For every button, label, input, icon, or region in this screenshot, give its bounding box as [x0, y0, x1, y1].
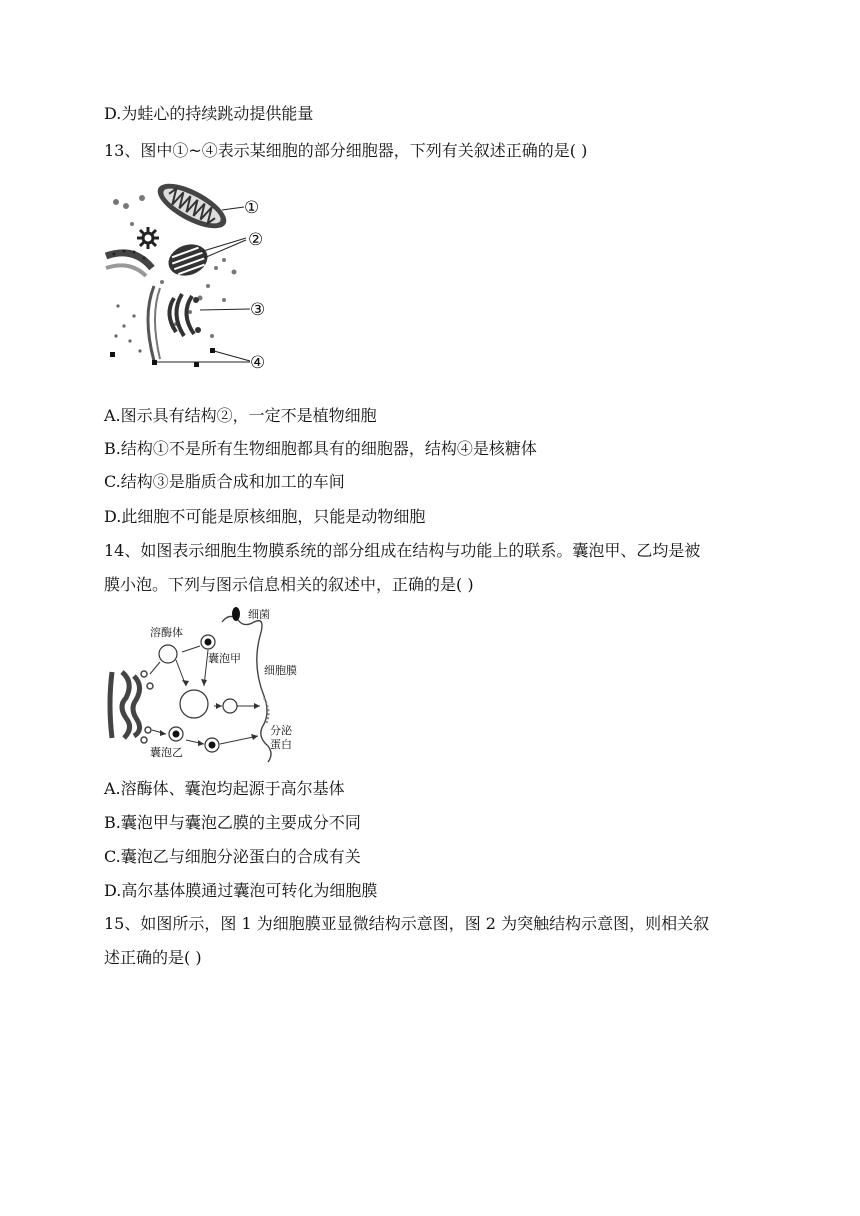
q15-stem-line-1: 15、如图所示，图 1 为细胞膜亚显微结构示意图，图 2 为突触结构示意图，则相关叙	[104, 914, 710, 933]
q13-option-b: B.结构①不是所有生物细胞都具有的细胞器，结构④是核糖体	[104, 439, 537, 458]
q14-stem-line-2: 膜小泡。下列与图示信息相关的叙述中，正确的是( )	[104, 575, 474, 594]
label-2: ②	[248, 230, 264, 250]
label-lysosome: 溶酶体	[150, 626, 183, 639]
label-cell-membrane: 细胞膜	[264, 664, 297, 677]
q15-stem-line-2: 述正确的是( )	[104, 948, 202, 967]
q12-option-d: D.为蛙心的持续跳动提供能量	[104, 104, 314, 123]
q14-option-a: A.溶酶体、囊泡均起源于高尔基体	[104, 779, 345, 798]
label-secreted-protein-1: 分泌	[270, 724, 292, 737]
q13-option-c: C.结构③是脂质合成和加工的车间	[104, 472, 345, 491]
label-3: ③	[250, 300, 266, 320]
q14-membrane-figure	[104, 606, 314, 766]
q13-option-d: D.此细胞不可能是原核细胞，只能是动物细胞	[104, 507, 426, 526]
label-1: ①	[244, 198, 260, 218]
q13-option-a: A.图示具有结构②，一定不是植物细胞	[104, 406, 377, 425]
q13-stem: 13、图中①~④表示某细胞的部分细胞器，下列有关叙述正确的是( )	[104, 141, 588, 160]
label-vesicle-b: 囊泡乙	[150, 746, 183, 759]
q13-organelle-figure	[104, 176, 274, 376]
q14-option-d: D.高尔基体膜通过囊泡可转化为细胞膜	[104, 881, 378, 900]
label-4: ④	[250, 353, 266, 373]
label-secreted-protein-2: 蛋白	[270, 738, 292, 751]
q14-stem-line-1: 14、如图表示细胞生物膜系统的部分组成在结构与功能上的联系。囊泡甲、乙均是被	[104, 541, 701, 560]
label-vesicle-a: 囊泡甲	[208, 652, 241, 665]
q14-option-b: B.囊泡甲与囊泡乙膜的主要成分不同	[104, 813, 361, 832]
label-bacteria: 细菌	[248, 608, 270, 621]
q14-option-c: C.囊泡乙与细胞分泌蛋白的合成有关	[104, 847, 361, 866]
